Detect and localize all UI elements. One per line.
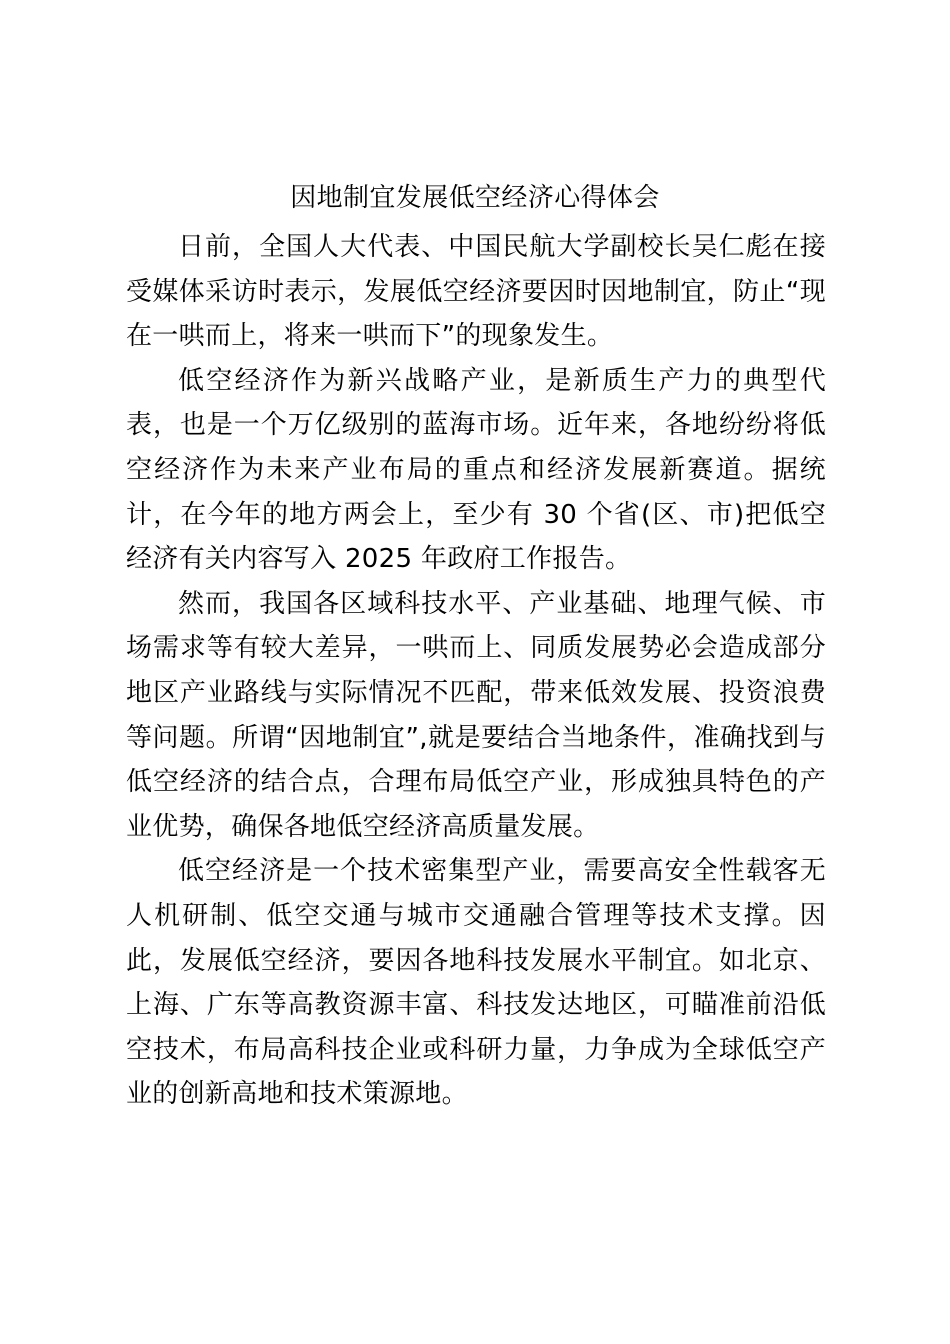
paragraph-4: 低空经济是一个技术密集型产业，需要高安全性载客无人机研制、低空交通与城市交通融合管理等技术支撑。因此，发展低空经济，要因各地科技发展水平制宜。如北京、上海、广东等高教资源丰富、科技发达地区，可瞄准前沿低空技术，布局高科技企业或科研力量，力争成为全球低空产业的创新高地和技术策源地。 — [126, 856, 826, 1110]
paragraph-3: 然而，我国各区域科技水平、产业基础、地理气候、市场需求等有较大差异，一哄而上、同质发展势必会造成部分地区产业路线与实际情况不匹配，带来低效发展、投资浪费等问题。所谓“因地制宜”,就是要结合当地条件，准确找到与低空经济的结合点，合理布局低空产业，形成独具特色的产业优势，确保各地低空经济高质量发展。 — [126, 588, 826, 842]
document-body — [126, 225, 826, 1117]
paragraph-1: 日前，全国人大代表、中国民航大学副校长吴仁彪在接受媒体采访时表示，发展低空经济要因时因地制宜，防止“现在一哄而上，将来一哄而下”的现象发生。 — [126, 232, 826, 352]
document-title: 因地制宜发展低空经济心得体会 — [290, 183, 660, 213]
paragraph-2: 低空经济作为新兴战略产业，是新质生产力的典型代表，也是一个万亿级别的蓝海市场。近年来，各地纷纷将低空经济作为未来产业布局的重点和经济发展新赛道。据统计，在今年的地方两会上，至少有 30 个省(区、市)把低空经济有关内容写入 2025 年政府工作报告。 — [126, 365, 826, 575]
